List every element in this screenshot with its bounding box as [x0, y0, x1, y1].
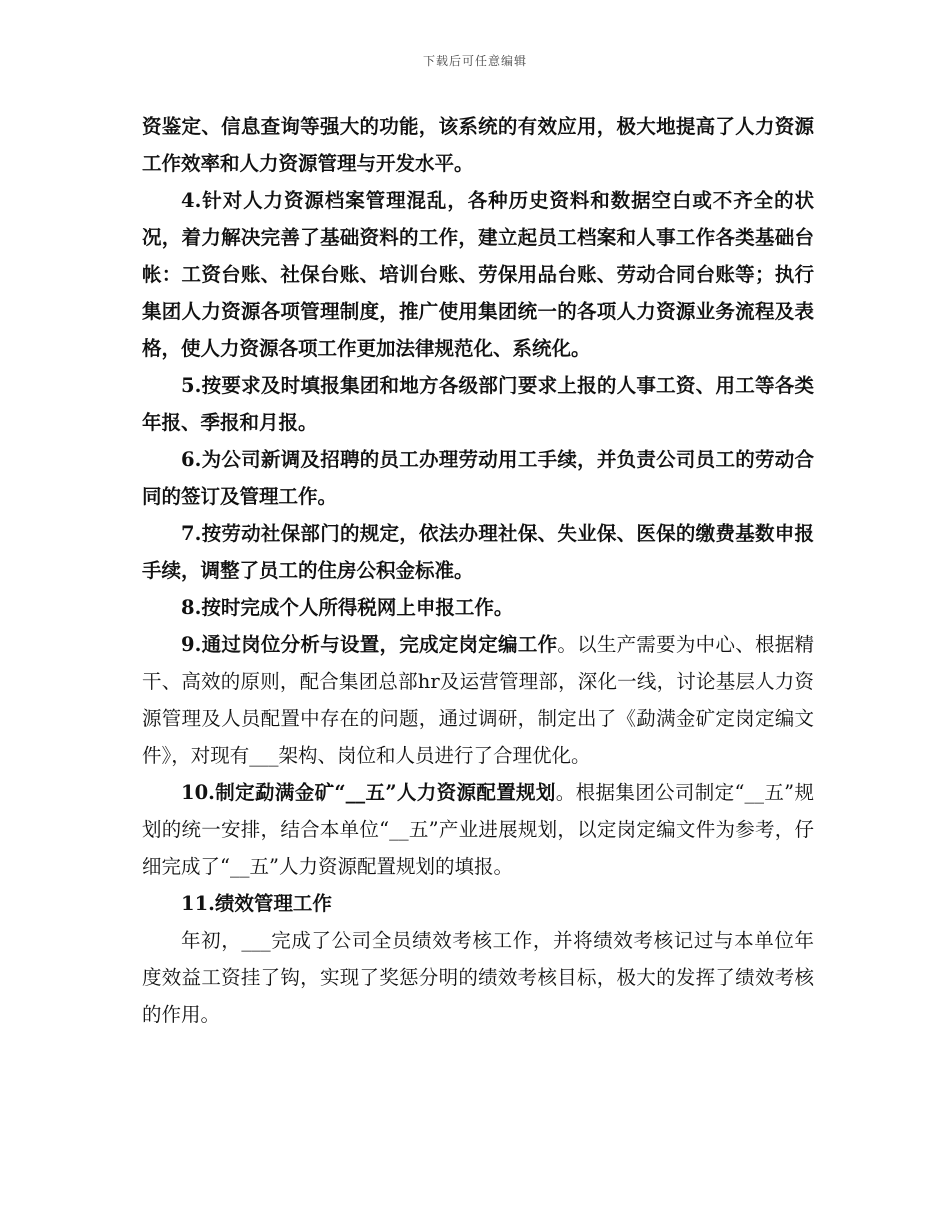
paragraph-normal-text: 。根据集团公司制定“__五”规划的统一安排，结合本单位“__五”产业进展规划，以定岗定编文件为参考，仔细完成了“__五”人力资源配置规划的填报。	[142, 781, 814, 878]
paragraph-item-10	[142, 774, 814, 885]
paragraph-continuation	[142, 108, 814, 182]
paragraph-normal-text: 。以生产需要为中心、根据精干、高效的原则，配合集团总部hr及运营管理部，深化一线，讨论基层人力资源管理及人员配置中存在的问题，通过调研，制定出了《勐满金矿定岗定编文件》，对现有___架构、岗位和人员进行了合理优化。	[142, 633, 814, 767]
paragraph-item-8	[142, 589, 814, 626]
paragraph-item-4	[142, 182, 814, 367]
paragraph-bold-text: 4.针对人力资源档案管理混乱，各种历史资料和数据空白或不齐全的状况，着力解决完善了基础资料的工作，建立起员工档案和人事工作各类基础台帐：工资台账、社保台账、培训台账、劳保用品台账、劳动合同台账等；执行集团人力资源各项管理制度，推广使用集团统一的各项人力资源业务流程及表格，使人力资源各项工作更加法律规范化、系统化。	[142, 189, 814, 360]
paragraph-bold-text: 7.按劳动社保部门的规定，依法办理社保、失业保、医保的缴费基数申报手续，调整了员工的住房公积金标准。	[142, 522, 814, 582]
paragraph-item-11	[142, 885, 814, 922]
paragraph-performance	[142, 922, 814, 1033]
paragraph-bold-text: 10.制定勐满金矿“__五”人力资源配置规划	[181, 781, 556, 804]
paragraph-item-5	[142, 367, 814, 441]
paragraph-bold-text: 9.通过岗位分析与设置，完成定岗定编工作	[181, 633, 558, 656]
paragraph-item-6	[142, 441, 814, 515]
paragraph-bold-text: 5.按要求及时填报集团和地方各级部门要求上报的人事工资、用工等各类年报、季报和月报。	[142, 374, 814, 434]
paragraph-item-7	[142, 515, 814, 589]
paragraph-bold-text: 11.绩效管理工作	[181, 892, 332, 915]
paragraph-bold-text: 6.为公司新调及招聘的员工办理劳动用工手续，并负责公司员工的劳动合同的签订及管理工作。	[142, 448, 814, 508]
paragraph-normal-text: 年初，___完成了公司全员绩效考核工作，并将绩效考核记过与本单位年度效益工资挂了钩，实现了奖惩分明的绩效考核目标，极大的发挥了绩效考核的作用。	[142, 929, 814, 1026]
paragraph-bold-text: 资鉴定、信息查询等强大的功能，该系统的有效应用，极大地提高了人力资源工作效率和人力资源管理与开发水平。	[142, 115, 814, 175]
document-body	[142, 108, 814, 1033]
paragraph-item-9	[142, 626, 814, 774]
page-header: 下载后可任意编辑	[422, 54, 527, 68]
paragraph-bold-text: 8.按时完成个人所得税网上申报工作。	[181, 596, 514, 619]
